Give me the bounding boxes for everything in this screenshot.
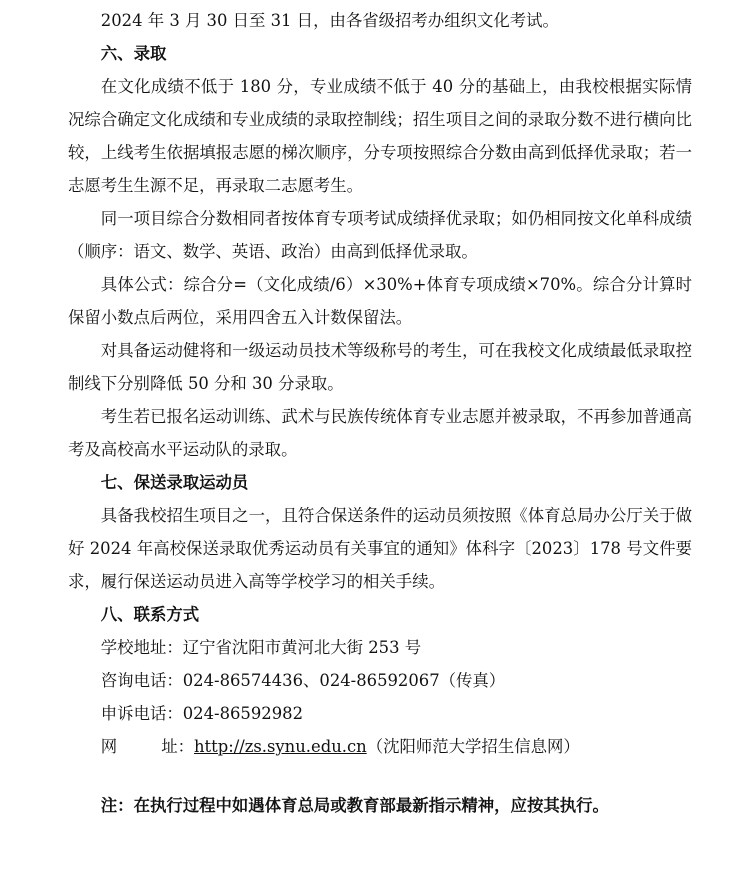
appeal-phone-value: 024-86592982 <box>182 704 303 723</box>
guaranteed-admission-paragraph: 具备我校招生项目之一，且符合保送条件的运动员须按照《体育总局办公厅关于做好 2024 年高校保送录取优秀运动员有关事宜的通知》体科字〔2023〕178 号文件要求，履行保送运动员进入高等学校学习的相关手续。 <box>68 506 692 591</box>
address-label: 学校地址： <box>100 638 183 657</box>
website-label: 网 址： <box>100 737 194 756</box>
admission-paragraph-athlete-bonus: 对具备运动健将和一级运动员技术等级称号的考生，可在我校文化成绩最低录取控制线下分别降低 50 分和 30 分录取。 <box>68 341 692 393</box>
contact-address-line <box>68 631 692 664</box>
website-link[interactable]: http://zs.synu.edu.cn <box>193 737 367 756</box>
website-description: （沈阳师范大学招生信息网） <box>366 737 580 756</box>
consult-phone-label: 咨询电话： <box>100 671 183 690</box>
contact-website-line <box>68 730 692 763</box>
admission-paragraph-2: 同一项目综合分数相同者按体育专项考试成绩择优录取；如仍相同按文化单科成绩（顺序：语文、数学、英语、政治）由高到低择优录取。 <box>68 209 692 261</box>
section-heading-admission: 六、录取 <box>100 44 167 63</box>
consult-phone-value: 024-86574436、024-86592067（传真） <box>182 671 506 690</box>
admission-paragraph-1: 在文化成绩不低于 180 分，专业成绩不低于 40 分的基础上，由我校根据实际情况综合确定文化成绩和专业成绩的录取控制线；招生项目之间的录取分数不进行横向比较，上线考生依据填报志愿的梯次顺序，分专项按照综合分数由高到低择优录取；若一志愿考生生源不足，再录取二志愿考生。 <box>68 77 692 195</box>
appeal-phone-label: 申诉电话： <box>100 704 183 723</box>
admission-paragraph-5: 考生若已报名运动训练、武术与民族传统体育专业志愿并被录取，不再参加普通高考及高校高水平运动队的录取。 <box>68 407 692 459</box>
exam-date-line: 2024 年 3 月 30 日至 31 日，由各省级招考办组织文化考试。 <box>100 11 559 30</box>
address-value: 辽宁省沈阳市黄河北大街 253 号 <box>182 638 422 657</box>
section-heading-guaranteed-admission: 七、保送录取运动员 <box>100 473 249 492</box>
contact-consult-phone-line <box>68 664 692 697</box>
admission-paragraph-formula: 具体公式：综合分=（文化成绩/6）×30%+体育专项成绩×70%。综合分计算时保留小数点后两位，采用四舍五入计数保留法。 <box>68 275 692 327</box>
execution-note: 注：在执行过程中如遇体育总局或教育部最新指示精神，应按其执行。 <box>100 796 609 815</box>
section-heading-contact: 八、联系方式 <box>100 605 200 624</box>
contact-appeal-phone-line <box>68 697 692 730</box>
